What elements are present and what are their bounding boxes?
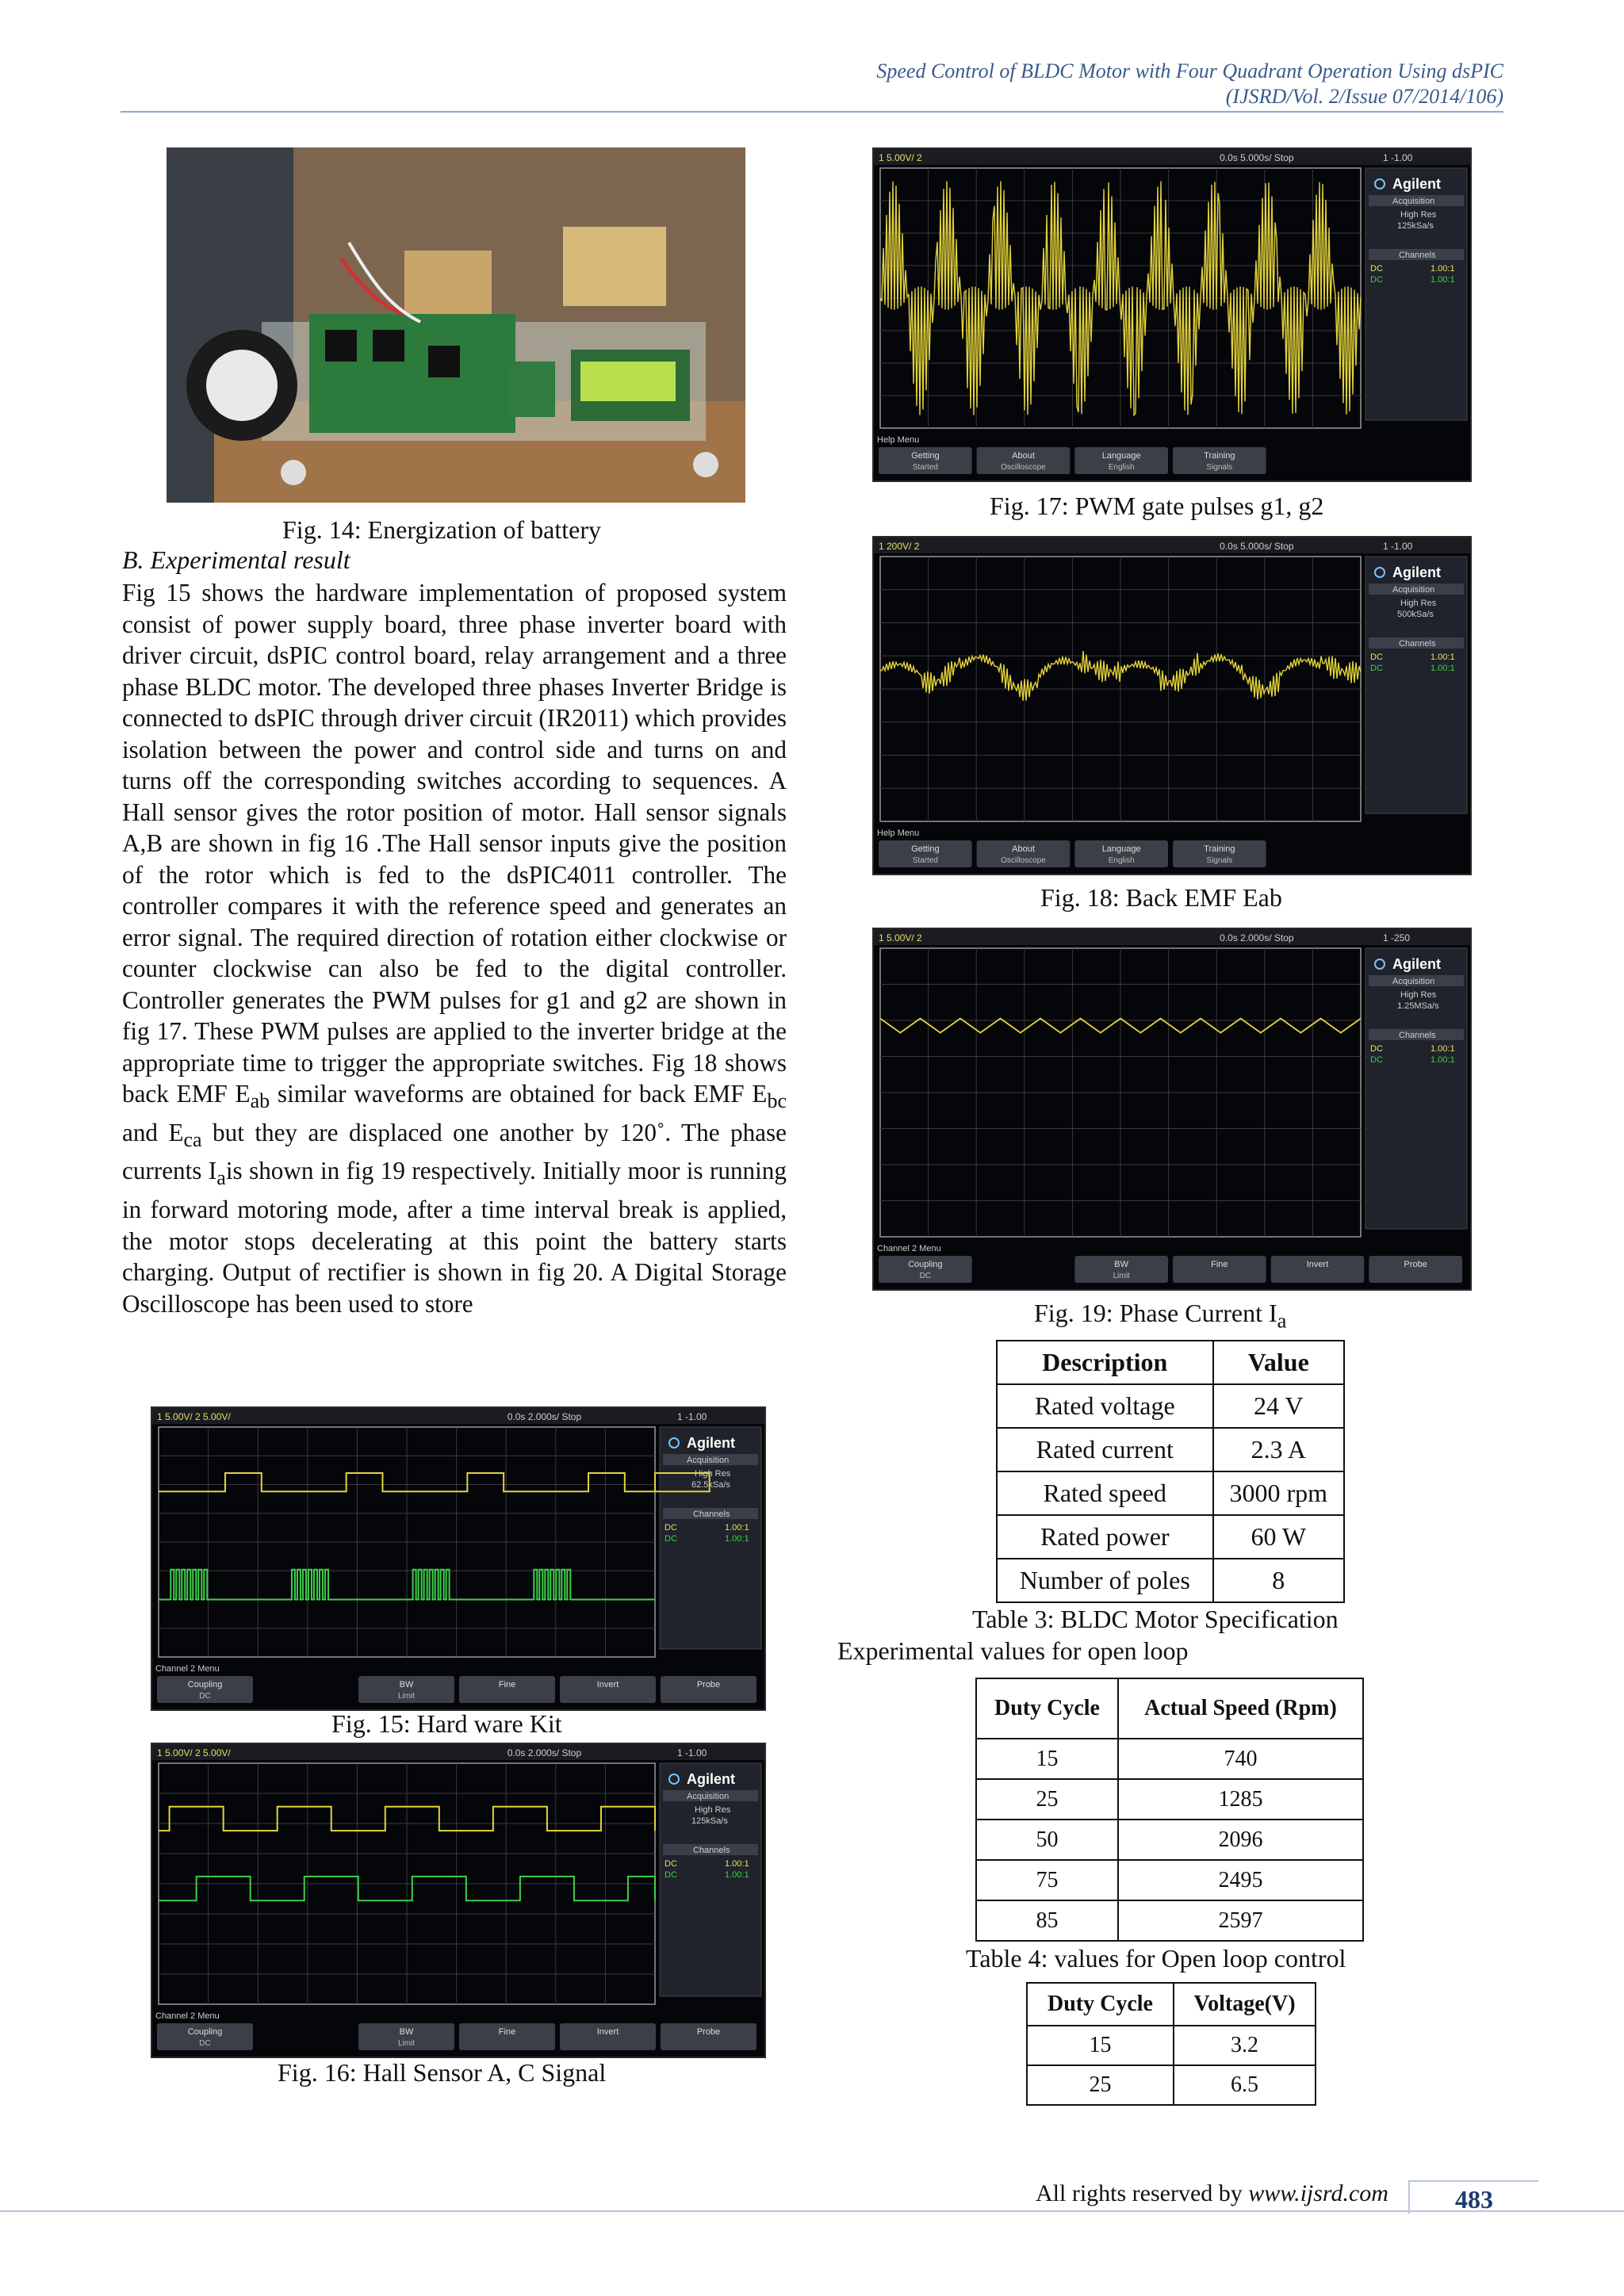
fig18-scope xyxy=(872,536,1472,875)
fig14-photo xyxy=(167,147,745,503)
table3-cell: 2.3 A xyxy=(1213,1428,1345,1471)
scope-softkey-sublabel: Limit xyxy=(397,1692,416,1701)
scope-softkey-label: About xyxy=(1012,844,1035,854)
scope-acquisition-label: Acquisition xyxy=(687,1792,730,1801)
agilent-logo: Agilent xyxy=(687,1771,735,1787)
table4-cell: 85 xyxy=(976,1900,1118,1941)
scope-ch1-coupling: DC xyxy=(665,1523,677,1533)
table3-cell: 24 V xyxy=(1213,1384,1345,1428)
oscilloscope-screen xyxy=(152,1744,764,2057)
fig18-caption: Fig. 18: Back EMF Eab xyxy=(1040,883,1282,912)
scope-sample-rate: 1.25MSa/s xyxy=(1397,1001,1439,1011)
scope-trigger-label: 1 -250 xyxy=(1383,932,1411,943)
table4-cell: 2495 xyxy=(1118,1860,1363,1900)
scope-softkey-label: Invert xyxy=(596,1680,619,1689)
table-row xyxy=(997,1428,1344,1471)
scope-softkey-label: About xyxy=(1012,451,1035,461)
table4-header-duty: Duty Cycle xyxy=(976,1678,1118,1739)
scope-acquisition-label: Acquisition xyxy=(1392,197,1435,206)
table-row xyxy=(976,1860,1363,1900)
scope-softkey-sublabel: Signals xyxy=(1206,856,1233,865)
scope-softkey-label: Probe xyxy=(1404,1260,1427,1269)
fig17-caption: Fig. 17: PWM gate pulses g1, g2 xyxy=(990,492,1324,520)
scope-softkey-label: Invert xyxy=(1306,1260,1329,1269)
scope-ch2-probe: 1.00:1 xyxy=(1431,664,1455,673)
scope-ch2-coupling: DC xyxy=(665,1534,677,1544)
scope-softkey-sublabel: Limit xyxy=(397,2039,416,2048)
scope-timebase-label: 0.0s 2.000s/ Stop xyxy=(1220,932,1294,943)
scope-side-panel xyxy=(1365,557,1467,813)
table-row xyxy=(997,1471,1344,1515)
scope-ch2-coupling: DC xyxy=(1370,1055,1383,1065)
scope-ch1-probe: 1.00:1 xyxy=(725,1859,749,1869)
scope-softkey-label: BW xyxy=(399,1680,414,1689)
para-and: and E xyxy=(122,1118,184,1146)
scope-sample-rate: 125kSa/s xyxy=(1397,221,1434,231)
scope-ch1-probe: 1.00:1 xyxy=(1431,264,1455,274)
table-row xyxy=(976,1820,1363,1860)
table-row xyxy=(976,1900,1363,1941)
scope-ch2-coupling: DC xyxy=(1370,275,1383,285)
scope-menu-title: Channel 2 Menu xyxy=(155,1664,220,1674)
scope-ch2-probe: 1.00:1 xyxy=(725,1870,749,1880)
body-paragraph xyxy=(122,577,787,1319)
scope-softkey-sublabel: DC xyxy=(919,1272,932,1280)
scope-scale-label: 1 5.00V/ 2 5.00V/ xyxy=(157,1411,231,1422)
scope-softkey-label: Getting xyxy=(911,844,940,854)
oscilloscope-screen xyxy=(874,149,1470,480)
scope-trigger-label: 1 -1.00 xyxy=(1383,541,1413,552)
table-row xyxy=(976,1739,1363,1779)
table5-cell: 15 xyxy=(1027,2026,1174,2065)
table4-cell: 75 xyxy=(976,1860,1118,1900)
scope-softkey-label: Training xyxy=(1204,451,1235,461)
table4-cell: 25 xyxy=(976,1779,1118,1820)
table3-cell: Number of poles xyxy=(997,1559,1213,1602)
scope-acquisition-label: Acquisition xyxy=(1392,977,1435,986)
scope-ch1-coupling: DC xyxy=(1370,264,1383,274)
footer-rights-text: All rights reserved by xyxy=(1036,2180,1249,2206)
fig17-scope xyxy=(872,147,1472,482)
scope-scale-label: 1 200V/ 2 xyxy=(879,541,920,552)
table4-header-speed: Actual Speed (Rpm) xyxy=(1118,1678,1363,1739)
scope-softkey-sublabel: Started xyxy=(912,856,938,865)
open-loop-heading: Experimental values for open loop xyxy=(837,1636,1189,1665)
scope-menu-title: Channel 2 Menu xyxy=(155,2011,220,2021)
scope-ch2-coupling: DC xyxy=(665,1870,677,1880)
scope-acq-mode: High Res xyxy=(1400,990,1437,1000)
fig19-scope xyxy=(872,928,1472,1291)
header-title: Speed Control of BLDC Motor with Four Quadrant Operation Using dsPIC xyxy=(876,59,1503,82)
table4-cell: 50 xyxy=(976,1820,1118,1860)
fig19-caption-sub: a xyxy=(1277,1308,1287,1333)
scope-timebase-label: 0.0s 5.000s/ Stop xyxy=(1220,541,1294,552)
scope-softkey-label: Coupling xyxy=(908,1260,943,1269)
scope-channels-label: Channels xyxy=(1399,639,1436,649)
scope-ch1-coupling: DC xyxy=(665,1859,677,1869)
table3-cell: Rated speed xyxy=(997,1471,1213,1515)
table3-header-description: Description xyxy=(997,1341,1213,1384)
scope-ch1-probe: 1.00:1 xyxy=(725,1523,749,1533)
header-issue: (IJSRD/Vol. 2/Issue 07/2014/106) xyxy=(1225,85,1503,108)
scope-softkey-label: BW xyxy=(399,2027,414,2037)
scope-scale-label: 1 5.00V/ 2 xyxy=(879,932,922,943)
page-number: 483 xyxy=(1408,2180,1538,2214)
header-rule xyxy=(121,111,1503,113)
table4-cell: 2597 xyxy=(1118,1900,1363,1941)
table-row xyxy=(997,1515,1344,1559)
fig16-scope xyxy=(151,1743,766,2058)
scope-softkey-sublabel: DC xyxy=(199,2039,211,2048)
scope-trigger-label: 1 -1.00 xyxy=(677,1411,707,1422)
scope-timebase-label: 0.0s 5.000s/ Stop xyxy=(1220,152,1294,163)
scope-softkey-label: Invert xyxy=(596,2027,619,2037)
footer-site-link[interactable]: www.ijsrd.com xyxy=(1248,2180,1388,2206)
para-displaced: but they are displaced one another by xyxy=(201,1118,609,1146)
hardware-photo-illustration xyxy=(167,147,745,503)
scope-softkey-label: Fine xyxy=(498,2027,516,2037)
scope-softkey-label: Probe xyxy=(696,1680,721,1689)
table-row xyxy=(997,1384,1344,1428)
fig14-caption: Fig. 14: Energization of battery xyxy=(282,515,601,544)
scope-channels-label: Channels xyxy=(693,1510,730,1519)
table-row xyxy=(997,1559,1344,1602)
scope-softkey-label: Language xyxy=(1101,844,1141,854)
scope-channels-label: Channels xyxy=(693,1846,730,1855)
sub-ab: ab xyxy=(250,1089,270,1113)
table3-header-value: Value xyxy=(1213,1341,1345,1384)
sub-bc: bc xyxy=(767,1089,787,1113)
table-row xyxy=(1027,2026,1316,2065)
scope-scale-label: 1 5.00V/ 2 xyxy=(879,152,922,163)
scope-ch2-coupling: DC xyxy=(1370,664,1383,673)
table3-cell: 60 W xyxy=(1213,1515,1345,1559)
agilent-logo: Agilent xyxy=(1392,564,1441,580)
table3-cell: 8 xyxy=(1213,1559,1345,1602)
running-header xyxy=(876,59,1503,109)
scope-timebase-label: 0.0s 2.000s/ Stop xyxy=(507,1747,582,1758)
scope-ch2-probe: 1.00:1 xyxy=(1431,275,1455,285)
fig19-caption xyxy=(1034,1299,1286,1333)
table3 xyxy=(996,1340,1345,1603)
scope-ch1-probe: 1.00:1 xyxy=(1431,652,1455,662)
scope-menu-title: Help Menu xyxy=(877,435,920,445)
footer-rule xyxy=(0,2210,1624,2212)
scope-softkey-sublabel: English xyxy=(1108,463,1135,472)
scope-softkey-sublabel: DC xyxy=(199,1692,211,1701)
scope-softkey-label: Coupling xyxy=(187,2027,223,2037)
scope-menu-title: Help Menu xyxy=(877,828,920,838)
table5 xyxy=(1026,1982,1316,2106)
scope-channels-label: Channels xyxy=(1399,1031,1436,1040)
table4-caption: Table 4: values for Open loop control xyxy=(966,1944,1346,1973)
scope-softkey-sublabel: English xyxy=(1108,856,1135,865)
table4-cell: 1285 xyxy=(1118,1779,1363,1820)
scope-softkey-label: Fine xyxy=(1211,1260,1228,1269)
oscilloscope-screen xyxy=(874,538,1470,874)
agilent-logo: Agilent xyxy=(1392,956,1441,972)
scope-softkey-label: Coupling xyxy=(187,1680,223,1689)
sub-a: a xyxy=(216,1166,226,1190)
scope-acquisition-label: Acquisition xyxy=(687,1456,730,1465)
scope-sample-rate: 500kSa/s xyxy=(1397,610,1434,619)
scope-softkey-sublabel: Oscilloscope xyxy=(1001,856,1046,865)
table4-cell: 15 xyxy=(976,1739,1118,1779)
scope-sample-rate: 125kSa/s xyxy=(691,1816,728,1826)
para-emf-tail: similar waveforms are obtained for xyxy=(270,1080,632,1108)
table3-cell: Rated current xyxy=(997,1428,1213,1471)
table5-header-voltage: Voltage(V) xyxy=(1174,1983,1316,2026)
para-tail: is shown in fig 19 respectively. Initially moor is running in forward motoring mode, after a time interval break is applied, the motor stops decelerating at this point the battery starts charging. Output of rectifier is shown in fig 20. A Digital Storage Oscilloscope has been used to store xyxy=(122,1157,787,1318)
paragraph-main: Fig 15 shows the hardware implementation of proposed system consist of power supply board, three phase inverter board with driver circuit, dsPIC control board, relay arrangement and a three phase BLDC motor. The developed three phases Inverter Bridge is connected to dsPIC through driver circuit (IR2011) which provides isolation between the power and control side and turns on and turns off the corresponding switches according to sequences. A Hall sensor gives the rotor position of motor. Hall sensor signals A,B are shown in fig 16 .The Hall sensor inputs give the position of the rotor which is fed to the dsPIC4011 controller. The controller compares it with the reference speed and generates an error signal. The required direction of rotation either clockwise or counter clockwise can also be fed to the digital controller. Controller generates the PWM pulses for g1 and g2 are shown in fig 17. These PWM pulses are applied to the inverter bridge at the appropriate time to trigger the appropriate switches. Fig 18 xyxy=(122,579,787,1077)
scope-menu-title: Channel 2 Menu xyxy=(877,1244,941,1253)
table-row xyxy=(1027,2065,1316,2105)
scope-ch1-coupling: DC xyxy=(1370,652,1383,662)
scope-softkey-sublabel: Oscilloscope xyxy=(1001,463,1046,472)
fig19-caption-main: Fig. 19: Phase Current I xyxy=(1034,1299,1277,1327)
scope-acq-mode: High Res xyxy=(695,1805,731,1815)
section-heading: B. Experimental result xyxy=(122,545,350,574)
agilent-logo: Agilent xyxy=(1392,176,1441,192)
fig15-scope xyxy=(151,1406,766,1711)
scope-softkey-label: Fine xyxy=(498,1680,516,1689)
table4-cell: 740 xyxy=(1118,1739,1363,1779)
sub-ca: ca xyxy=(183,1127,202,1151)
fig16-caption: Fig. 16: Hall Sensor A, C Signal xyxy=(278,2058,607,2087)
table5-cell: 25 xyxy=(1027,2065,1174,2105)
scope-sample-rate: 62.5kSa/s xyxy=(691,1480,730,1490)
scope-acq-mode: High Res xyxy=(1400,210,1437,220)
table-row xyxy=(976,1779,1363,1820)
table3-cell: 3000 rpm xyxy=(1213,1471,1345,1515)
scope-acq-mode: High Res xyxy=(1400,599,1437,608)
scope-ch2-probe: 1.00:1 xyxy=(725,1534,749,1544)
scope-acq-mode: High Res xyxy=(695,1469,731,1479)
scope-softkey-label: Language xyxy=(1101,451,1141,461)
para-120: 120˚. The phase currents I xyxy=(122,1118,787,1185)
table3-caption: Table 3: BLDC Motor Specification xyxy=(972,1605,1339,1633)
scope-softkey-label: Training xyxy=(1204,844,1235,854)
para-emf-ab: shows back EMF E xyxy=(122,1048,787,1108)
table5-cell: 3.2 xyxy=(1174,2026,1316,2065)
scope-channels-label: Channels xyxy=(1399,251,1436,260)
scope-ch1-coupling: DC xyxy=(1370,1044,1383,1054)
scope-ch1-probe: 1.00:1 xyxy=(1431,1044,1455,1054)
agilent-logo: Agilent xyxy=(687,1435,735,1451)
table4 xyxy=(975,1678,1364,1942)
footer-rights xyxy=(1036,2180,1388,2207)
oscilloscope-screen xyxy=(152,1408,764,1709)
table5-cell: 6.5 xyxy=(1174,2065,1316,2105)
table3-cell: Rated power xyxy=(997,1515,1213,1559)
scope-scale-label: 1 5.00V/ 2 5.00V/ xyxy=(157,1747,231,1758)
scope-softkey-sublabel: Started xyxy=(912,463,938,472)
scope-acquisition-label: Acquisition xyxy=(1392,585,1435,595)
fig15-caption: Fig. 15: Hard ware Kit xyxy=(331,1709,562,1738)
scope-timebase-label: 0.0s 2.000s/ Stop xyxy=(507,1411,582,1422)
scope-softkey-label: Probe xyxy=(696,2027,721,2037)
para-back: back EMF E xyxy=(638,1080,768,1108)
table4-cell: 2096 xyxy=(1118,1820,1363,1860)
oscilloscope-screen xyxy=(874,929,1470,1289)
table3-cell: Rated voltage xyxy=(997,1384,1213,1428)
scope-ch2-probe: 1.00:1 xyxy=(1431,1055,1455,1065)
table5-header-duty: Duty Cycle xyxy=(1027,1983,1174,2026)
scope-trigger-label: 1 -1.00 xyxy=(1383,152,1413,163)
scope-softkey-label: BW xyxy=(1114,1260,1129,1269)
scope-softkey-label: Getting xyxy=(911,451,940,461)
scope-softkey-sublabel: Limit xyxy=(1113,1272,1130,1280)
scope-softkey-sublabel: Signals xyxy=(1206,463,1233,472)
scope-trigger-label: 1 -1.00 xyxy=(677,1747,707,1758)
